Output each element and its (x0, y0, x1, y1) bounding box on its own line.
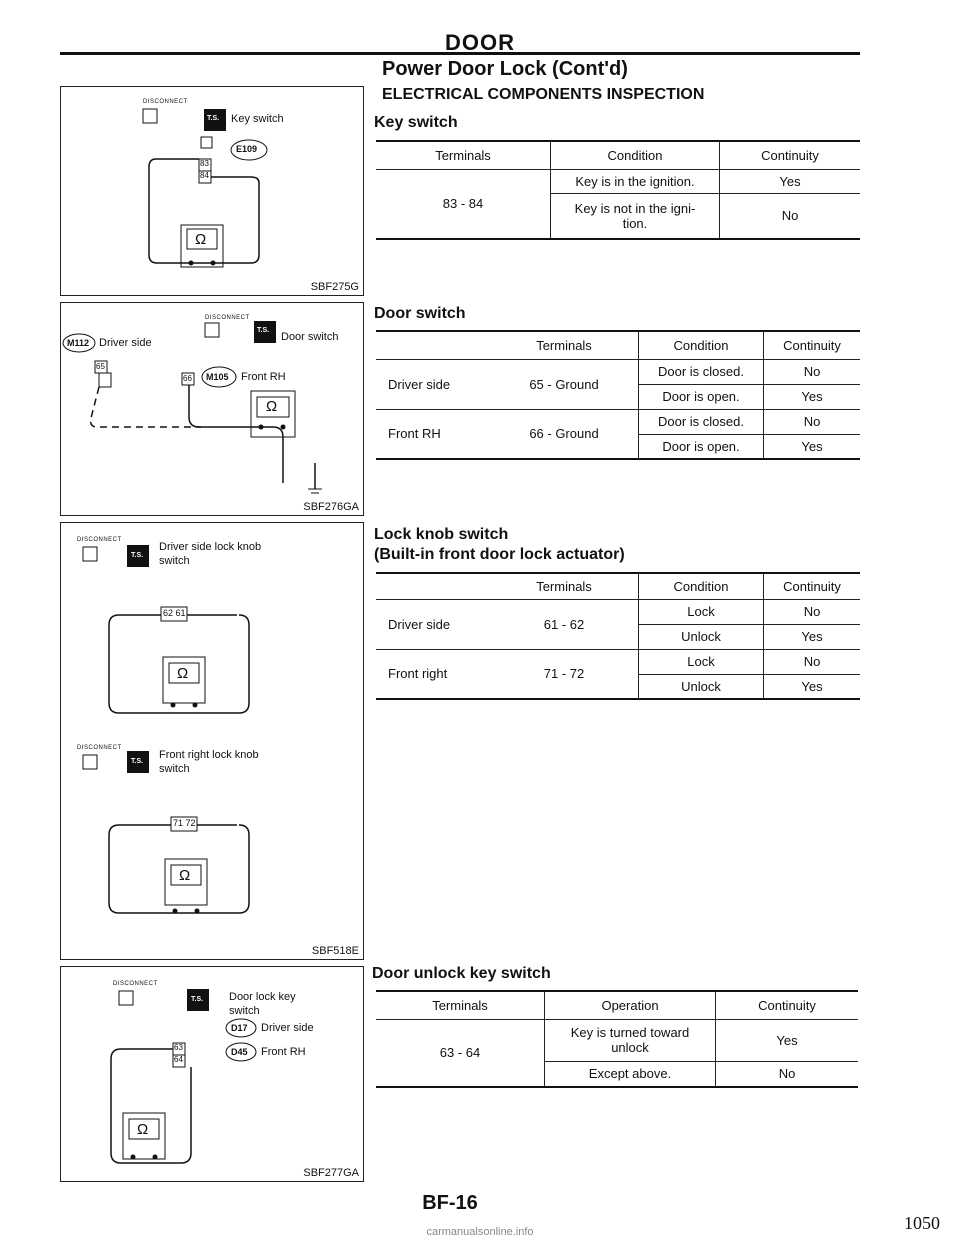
continuity-cell: No (720, 193, 861, 239)
ts-label: T.S. (207, 115, 220, 122)
condition-cell: Door is open. (639, 434, 764, 459)
table-row (376, 1019, 858, 1061)
side-cell: Front RH (376, 409, 490, 459)
disconnect-icon (83, 755, 97, 769)
side-cell: Driver side (376, 359, 490, 409)
connector-m112: M112 (67, 338, 90, 348)
terminals-cell: 63 - 64 (376, 1019, 545, 1087)
figure-code: SBF276GA (303, 501, 359, 513)
col-condition: Condition (639, 573, 764, 599)
disconnect-icon (119, 991, 133, 1005)
table-row (376, 649, 860, 674)
door-lock-key-diagram (60, 966, 364, 1182)
figure-code: SBF518E (311, 945, 359, 957)
key-switch-label: Key switch (231, 113, 284, 125)
disconnect-label: DISCONNECT (77, 745, 122, 751)
driver-side-label: Driver side (99, 337, 152, 349)
col-terminals: Terminals (376, 991, 545, 1019)
ohm-icon: Ω (179, 867, 191, 884)
ohm-icon: Ω (137, 1121, 149, 1138)
continuity-cell: No (764, 599, 861, 624)
disconnect-icon (205, 323, 219, 337)
table-row (376, 409, 860, 434)
continuity-cell: Yes (716, 1019, 859, 1061)
table-row (376, 359, 860, 384)
col-continuity: Continuity (764, 331, 861, 359)
ts-label: T.S. (191, 996, 204, 1003)
figure-code: SBF275G (310, 281, 359, 293)
ts-label: T.S. (131, 552, 144, 559)
section-header: DOOR (445, 30, 515, 55)
disconnect-label: DISCONNECT (113, 981, 158, 987)
connector-d17: D17 (231, 1023, 248, 1033)
lock-knob-table (376, 572, 860, 700)
unlock-key-table (376, 990, 858, 1088)
page-subtitle: ELECTRICAL COMPONENTS INSPECTION (382, 86, 705, 103)
continuity-cell: No (764, 359, 861, 384)
continuity-cell: No (764, 409, 861, 434)
pin-71-72: 71 72 (173, 818, 196, 828)
continuity-cell: Yes (764, 384, 861, 409)
connector-m105: M105 (206, 372, 229, 382)
pin-64: 64 (174, 1055, 183, 1064)
door-switch-diagram (60, 302, 364, 516)
condition-cell: Key is not in the igni- tion. (551, 193, 720, 239)
pin-66: 66 (183, 374, 192, 383)
ts-label: T.S. (131, 758, 144, 765)
table-row (376, 169, 860, 193)
disconnect-label: DISCONNECT (205, 315, 250, 321)
key-switch-table (376, 140, 860, 240)
continuity-cell: No (764, 649, 861, 674)
pin-63: 63 (174, 1043, 183, 1052)
col-continuity: Continuity (720, 141, 861, 169)
page-title: Power Door Lock (Cont'd) (382, 58, 628, 80)
front-rh-label: Front RH (261, 1046, 306, 1058)
continuity-cell: No (716, 1061, 859, 1087)
ts-label: T.S. (257, 327, 270, 334)
page-number: 1050 (904, 1213, 940, 1233)
lock-knob-title: Lock knob switch (374, 526, 509, 543)
footer-code: BF-16 (422, 1192, 478, 1214)
condition-cell: Door is closed. (639, 359, 764, 384)
condition-cell: Unlock (639, 674, 764, 699)
col-condition: Condition (639, 331, 764, 359)
door-switch-title: Door switch (374, 305, 466, 322)
col-terminals: Terminals (490, 573, 639, 599)
col-condition: Condition (551, 141, 720, 169)
ohm-icon: Ω (266, 398, 278, 415)
continuity-cell: Yes (764, 624, 861, 649)
header-rule (60, 52, 860, 55)
continuity-cell: Yes (764, 434, 861, 459)
col-terminals: Terminals (490, 331, 639, 359)
door-lock-key-schematic (61, 967, 363, 1181)
connector-d45: D45 (231, 1047, 248, 1057)
disconnect-label: DISCONNECT (77, 537, 122, 543)
operation-cell: Key is turned toward unlock (545, 1019, 716, 1061)
driver-lock-knob-label-2: switch (159, 555, 190, 567)
terminals-cell: 71 - 72 (490, 649, 639, 699)
pin-65: 65 (96, 362, 105, 371)
condition-cell: Door is closed. (639, 409, 764, 434)
col-operation: Operation (545, 991, 716, 1019)
ohm-icon: Ω (195, 231, 207, 248)
side-cell: Front right (376, 649, 490, 699)
terminals-cell: 66 - Ground (490, 409, 639, 459)
pin-84: 84 (200, 171, 209, 180)
side-cell: Driver side (376, 599, 490, 649)
condition-cell: Lock (639, 649, 764, 674)
driver-side-label: Driver side (261, 1022, 314, 1034)
condition-cell: Unlock (639, 624, 764, 649)
figure-code: SBF277GA (303, 1167, 359, 1179)
front-lock-knob-label: Front right lock knob (159, 749, 259, 761)
terminals-cell: 83 - 84 (376, 169, 551, 239)
continuity-cell: Yes (720, 169, 861, 193)
condition-cell: Door is open. (639, 384, 764, 409)
terminals-cell: 61 - 62 (490, 599, 639, 649)
key-switch-title: Key switch (374, 114, 458, 131)
door-switch-label: Door switch (281, 331, 339, 343)
table-row (376, 599, 860, 624)
lock-knob-subtitle: (Built-in front door lock actuator) (374, 546, 625, 563)
condition-cell: Key is in the ignition. (551, 169, 720, 193)
pin-83: 83 (200, 159, 209, 168)
ohm-icon: Ω (177, 665, 189, 682)
unlock-key-title: Door unlock key switch (372, 965, 551, 982)
pin-62-61: 62 61 (163, 608, 186, 618)
condition-cell: Lock (639, 599, 764, 624)
col-terminals: Terminals (376, 141, 551, 169)
front-lock-knob-label-2: switch (159, 763, 190, 775)
terminals-cell: 65 - Ground (490, 359, 639, 409)
door-switch-table (376, 330, 860, 460)
col-continuity: Continuity (716, 991, 859, 1019)
disconnect-icon (83, 547, 97, 561)
continuity-cell: Yes (764, 674, 861, 699)
door-lock-key-label: Door lock key (229, 991, 296, 1003)
operation-cell: Except above. (545, 1061, 716, 1087)
front-rh-label: Front RH (241, 371, 286, 383)
col-continuity: Continuity (764, 573, 861, 599)
key-switch-diagram (60, 86, 364, 296)
connector-e109: E109 (236, 144, 258, 154)
driver-lock-knob-label: Driver side lock knob (159, 541, 262, 553)
door-lock-key-label-2: switch (229, 1005, 260, 1017)
disconnect-icon (143, 109, 157, 123)
lock-knob-diagram (60, 522, 364, 960)
lock-knob-schematic (61, 523, 363, 959)
disconnect-label: DISCONNECT (143, 99, 188, 105)
watermark: carmanualsonline.info (426, 1226, 534, 1238)
